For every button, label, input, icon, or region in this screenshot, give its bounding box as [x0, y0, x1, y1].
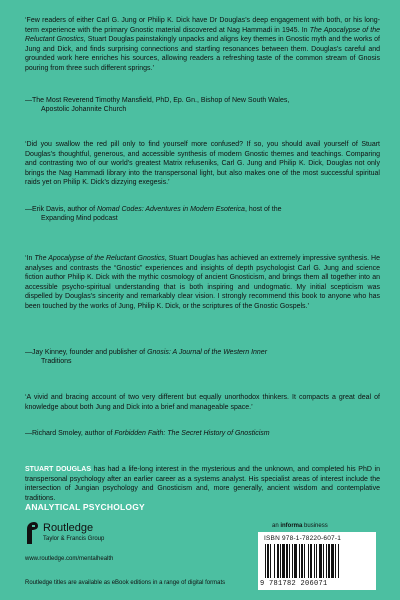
endorsement-attribution-4: —Richard Smoley, author of Forbidden Faith: The Secret History of Gnosticism: [25, 430, 270, 437]
endorsement-attribution-1: —The Most Reverend Timothy Mansfield, PhD, Ep. Gn., Bishop of New South Wales, Apostolic Johannite Church: [25, 97, 290, 114]
subject-category: ANALYTICAL PSYCHOLOGY: [25, 502, 145, 512]
barcode-panel: [258, 532, 376, 590]
informa-business-label: an informa business: [272, 523, 328, 529]
endorsement-attribution-3: —Jay Kinney, founder and publisher of Gnosis: A Journal of the Western Inner Traditions: [25, 349, 268, 366]
ebook-availability-note: Routledge titles are available as eBook editions in a range of digital formats: [25, 580, 226, 586]
publisher-name: Routledge: [43, 522, 94, 534]
endorsement-quote-1: ‘Few readers of either Carl G. Jung or Philip K. Dick have Dr Douglas’s deep engagement with both, or his long-term experience with the primary Gnostic material discovered at Nag Hammadi in 1945. In The Apocalypse of the Reluctant Gnostics, Stuart Douglas painstakingly unpacks and aligns key themes in Gnostic myth and the works of Jung and Dick, and finds surprising connections and startling resonances between them. Douglas’s careful and grounded work here enriches his sources, allowing readers a refreshing taste of the common stream of Gnosis pouring from three such different springs.’: [25, 17, 380, 72]
routledge-logo-icon: [25, 520, 39, 546]
author-name: STUART DOUGLAS: [25, 466, 92, 473]
author-bio: STUART DOUGLAS has had a life-long interest in the mysterious and the unknown, and completed his PhD in transpersonal psychology after an earlier career as a systems analyst. His specialist areas of interest include the intersection of Jungian psychology and Gnosticism and, more generally, ancient wisdom and contemplative traditions.: [25, 466, 380, 502]
publisher-logo: [25, 520, 225, 550]
barcode-icon: [264, 544, 370, 578]
barcode-digits: 9 781782 206071: [260, 580, 328, 588]
publisher-website: www.routledge.com/mentalhealth: [25, 556, 114, 562]
endorsement-quote-2: ‘Did you swallow the red pill only to find yourself more confused? If so, you should avail yourself of Stuart Douglas’s thoughtful, generous, and accessible synthesis of modern Gnostic themes and teachings. Comparing and contrasting two of our world’s greatest Matrix refuseniks, Carl G. Jung and Philip K. Dick, Douglas not only brings the Nag Hammadi library into the transpersonal light, but also makes one of the most successful spiritual raids yet on Philip K. Dick’s dizzying exegesis.’: [25, 141, 380, 187]
publisher-group: Taylor & Francis Group: [43, 536, 105, 542]
endorsement-attribution-2: —Erik Davis, author of Nomad Codes: Adventures in Modern Esoterica, host of the Expanding Mind podcast: [25, 206, 282, 223]
isbn-label: ISBN 978-1-78220-607-1: [264, 535, 342, 542]
endorsement-quote-3: ‘In The Apocalypse of the Reluctant Gnostics, Stuart Douglas has achieved an extremely impressive synthesis. He analyses and contrasts the “Gnostic” experiences and insights of depth psychologist Carl G. Jung and science fiction author Philip K. Dick with the mythic cosmology of ancient Gnosticism, and brings them all together into an accessible psycho-spiritual understanding that is both inspiring and undogmatic. My initial scepticism was dispelled by Douglas’s sincerity and remarkably clear vision. I strongly recommend this book to anyone who has been touched by the works of Jung, Philip K. Dick, or the scriptures of the Gnostic Gospels.’: [25, 255, 381, 310]
endorsement-quote-4: ‘A vivid and bracing account of two very different but equally unorthodox thinkers. It compacts a great deal of knowledge about both Jung and Dick into a brief and manageable space.’: [25, 394, 380, 411]
